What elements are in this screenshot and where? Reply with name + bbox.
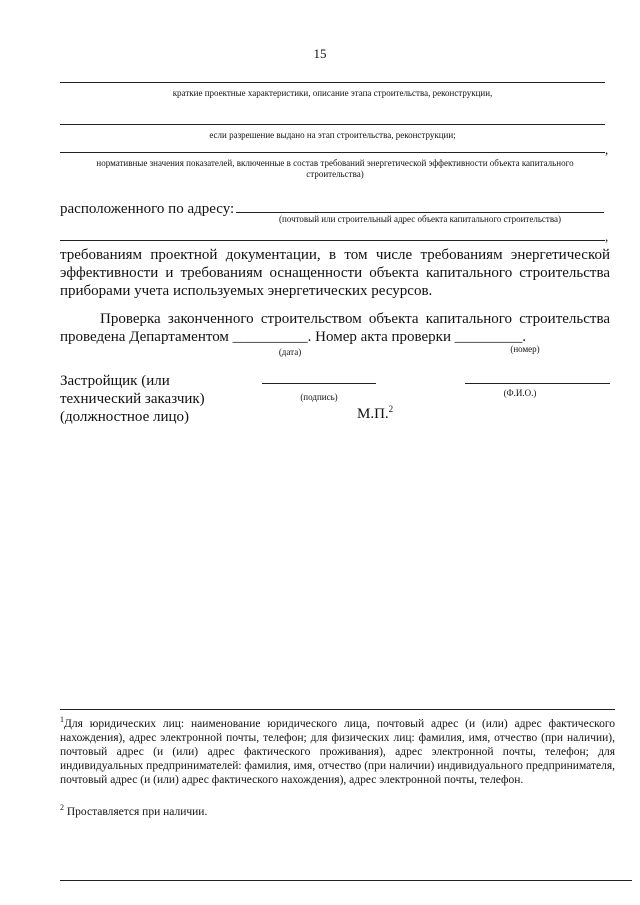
inspection-mid: . Номер акта проверки: [307, 329, 451, 345]
footnote-2-mark: 2: [60, 803, 64, 812]
fio-line: [465, 383, 610, 384]
inspection-line-1: Проверка законченного строительством объекта капитального строительства: [100, 311, 610, 327]
number-blank: _________: [454, 329, 523, 345]
energy-caption: нормативные значения показателей, включенные в состав требований энергетической эффективности объекта капитального строительства): [96, 158, 574, 179]
footnote-1: [60, 713, 615, 787]
stage-caption: если разрешение выдано на этап строительства, реконструкции;: [209, 130, 456, 140]
located-label: расположенного по адресу:: [60, 201, 235, 217]
requirements-paragraph: требованиям проектной документации, в том числе требованиям энергетической эффективности и требованиям оснащенности объекта капитального строительства приборами учета используемых энергетических ресурсов.: [60, 247, 610, 299]
footnote-2: [60, 801, 615, 819]
signature-caption: (подпись): [300, 392, 338, 402]
date-blank: __________: [232, 329, 308, 345]
footnote-separator: [60, 709, 615, 710]
stamp-label: М.П.$^2$: [357, 404, 394, 422]
signature-line: [262, 383, 376, 384]
address-line: [236, 212, 604, 213]
developer-line-3: (должностное лицо): [60, 409, 190, 425]
footnote-1-text: Для юридических лиц: наименование юридического лица, почтовый адрес (и (или) адрес фактического нахождения), адрес электронной почты, телефон; для физических лиц: фамилия, имя, отчество (при наличии), почтовый адрес (и (или) адрес фактического проживания), адрес электронной почты, телефон; для индивидуальных предпринимателей: фамилия, имя, отчество (при наличии) индивидуального предпринимателя, почтовый адрес (и (или) адрес фактического нахождения), адрес электронной почты, телефон.: [60, 717, 615, 786]
inspection-prefix: проведена Департаментом: [60, 329, 229, 345]
bottom-rule: [60, 880, 632, 881]
developer-line-1: Застройщик (или: [60, 373, 170, 389]
page-number: 15: [313, 46, 327, 61]
stage-line: [60, 124, 605, 125]
developer-line-2: технический заказчик): [60, 391, 205, 407]
characteristics-line: [60, 82, 605, 83]
date-caption: (дата): [278, 347, 302, 357]
address-caption: (почтовый или строительный адрес объекта капитального строительства): [279, 214, 561, 224]
energy-comma: ,: [605, 142, 609, 157]
number-caption: (номер): [510, 344, 540, 354]
inspection-line-2: [60, 328, 526, 346]
footnote-1-mark: 1: [60, 715, 64, 724]
address-line-2: [60, 240, 605, 241]
stamp-footnote-mark: 2: [388, 404, 394, 414]
fio-caption: (Ф.И.О.): [503, 388, 537, 398]
inspection-end: .: [522, 329, 526, 345]
address-comma: ,: [605, 229, 609, 244]
energy-line: [60, 152, 605, 153]
footnote-2-text: Проставляется при наличии.: [66, 805, 208, 818]
characteristics-caption: краткие проектные характеристики, описание этапа строительства, реконструкции,: [172, 88, 493, 98]
